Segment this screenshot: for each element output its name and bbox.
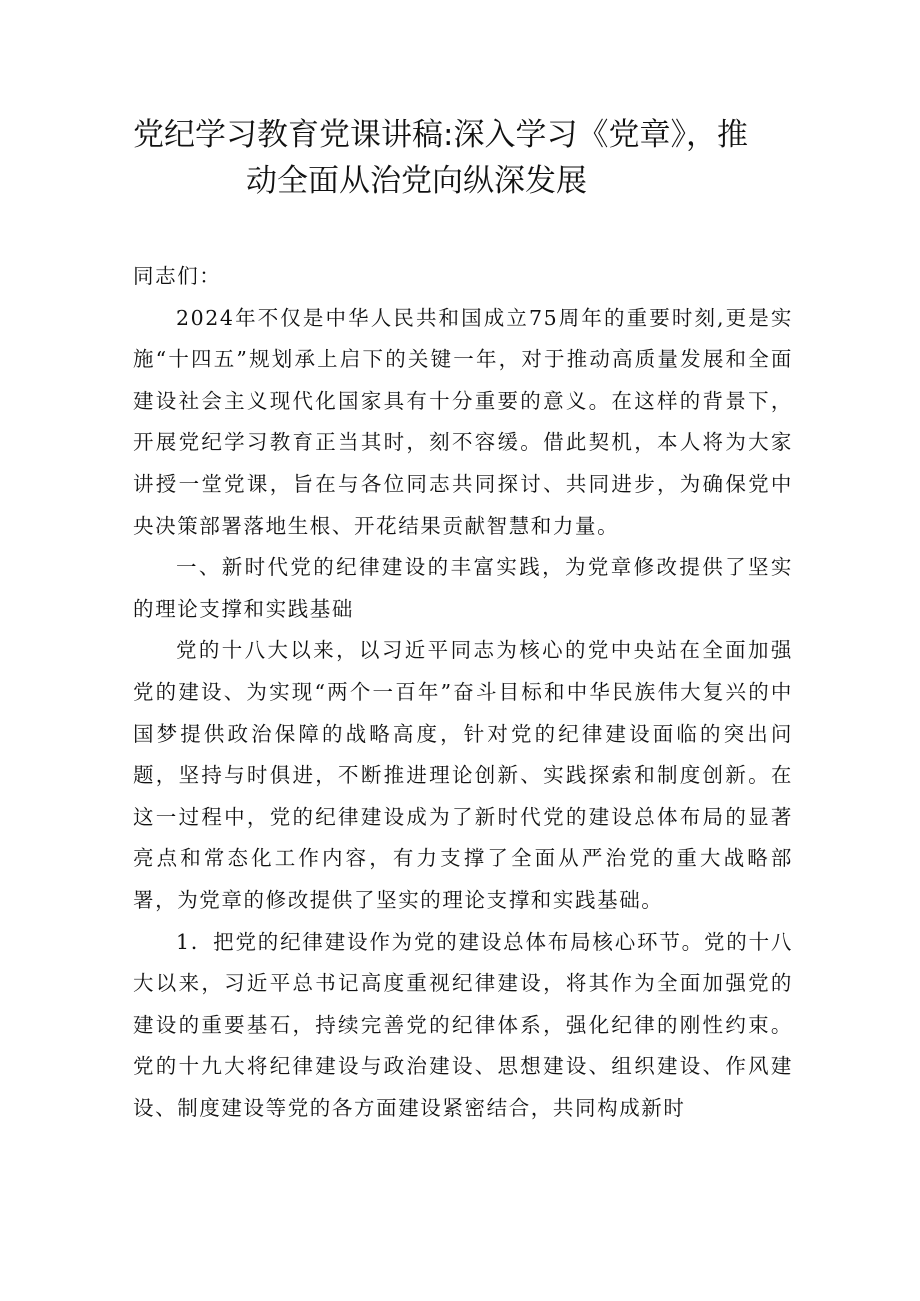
title-line-1: 党纪学习教育党课讲稿:深入学习《党章》，推	[133, 117, 748, 153]
salutation: 同志们：	[133, 264, 222, 288]
numbered-paragraph-1: 1．把党的纪律建设作为党的建设总体布局核心环节。党的十八大以来，习近平总书记高度重视纪律建设，将其作为全面加强党的建设的重要基石，持续完善党的纪律体系，强化纪律的刚性约束。党的十九大将纪律建设与政治建设、思想建设、组织建设、作风建设、制度建设等党的各方面建设紧密结合，共同构成新时	[133, 929, 793, 1120]
section-heading-1: 一、新时代党的纪律建设的丰富实践，为党章修改提供了坚实的理论支撑和实践基础	[133, 555, 793, 621]
body-paragraph: 党的十八大以来，以习近平同志为核心的党中央站在全面加强党的建设、为实现“两个一百年”奋斗目标和中华民族伟大复兴的中国梦提供政治保障的战略高度，针对党的纪律建设面临的突出问题，坚持与时俱进，不断推进理论创新、实践探索和制度创新。在这一过程中，党的纪律建设成为了新时代党的建设总体布局的显著亮点和常态化工作内容，有力支撑了全面从严治党的重大战略部署，为党章的修改提供了坚实的理论支撑和实践基础。	[133, 638, 793, 912]
document-body	[133, 256, 793, 1129]
title-line-2: 动全面从治党向纵深发展	[246, 163, 587, 199]
document-title	[0, 112, 920, 204]
intro-paragraph: 2024年不仅是中华人民共和国成立75周年的重要时刻,更是实施“十四五”规划承上启下的关键一年，对于推动高质量发展和全面建设社会主义现代化国家具有十分重要的意义。在这样的背景下，开展党纪学习教育正当其时，刻不容缓。借此契机，本人将为大家讲授一堂党课，旨在与各位同志共同探讨、共同进步，为确保党中央决策部署落地生根、开花结果贡献智慧和力量。	[133, 305, 793, 538]
